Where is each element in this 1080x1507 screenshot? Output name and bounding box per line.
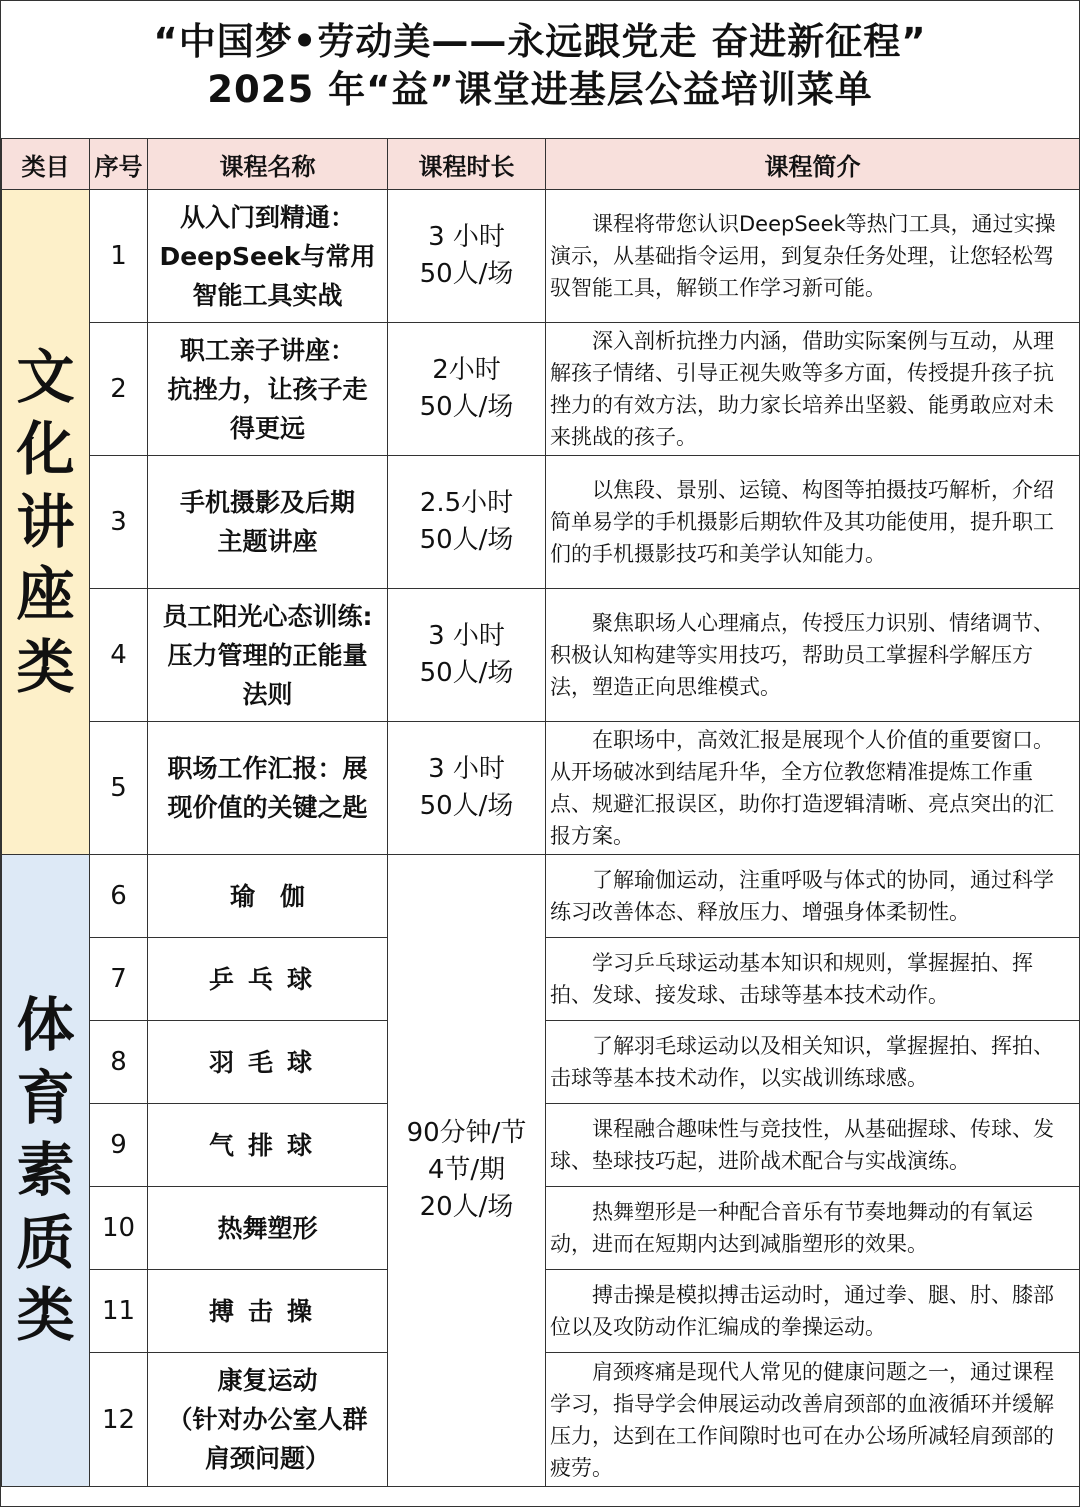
course-intro: 在职场中，高效汇报是展现个人价值的重要窗口。从开场破冰到结尾升华，全方位教您精准提炼工作重点、规避汇报误区，助你打造逻辑清晰、亮点突出的汇报方案。 — [546, 722, 1080, 855]
header-name: 课程名称 — [148, 139, 388, 190]
course-name: 搏击操 — [148, 1270, 388, 1353]
course-intro: 以焦段、景别、运镜、构图等拍摄技巧解析，介绍简单易学的手机摄影后期软件及其功能使用，提升职工们的手机摄影技巧和美学认知能力。 — [546, 456, 1080, 589]
course-table — [1, 138, 1080, 1487]
course-duration: 3 小时 50人/场 — [388, 722, 546, 855]
course-intro: 肩颈疼痛是现代人常见的健康问题之一，通过课程学习，指导学会伸展运动改善肩颈部的血液循环并缓解压力，达到在工作间隙时也可在办公场所减轻肩颈部的疲劳。 — [546, 1353, 1080, 1487]
header-row — [2, 139, 1080, 190]
course-intro: 了解瑜伽运动，注重呼吸与体式的协同，通过科学练习改善体态、释放压力、增强身体柔韧性。 — [546, 855, 1080, 938]
row-number: 11 — [90, 1270, 148, 1353]
course-duration: 2小时 50人/场 — [388, 323, 546, 456]
course-name: 羽毛球 — [148, 1021, 388, 1104]
course-name: 职场工作汇报：展 现价值的关键之匙 — [148, 722, 388, 855]
category-sport: 体 育 素 质 类 — [2, 855, 90, 1487]
table-row — [2, 190, 1080, 323]
sport-duration: 90分钟/节 4节/期 20人/场 — [388, 855, 546, 1487]
course-duration: 3 小时 50人/场 — [388, 589, 546, 722]
course-intro: 学习乒乓球运动基本知识和规则，掌握握拍、挥拍、发球、接发球、击球等基本技术动作。 — [546, 938, 1080, 1021]
row-number: 1 — [90, 190, 148, 323]
table-row — [2, 323, 1080, 456]
table-row — [2, 589, 1080, 722]
category-culture: 文 化 讲 座 类 — [2, 190, 90, 855]
course-duration: 2.5小时 50人/场 — [388, 456, 546, 589]
header-category: 类目 — [2, 139, 90, 190]
title-block — [1, 1, 1079, 138]
row-number: 4 — [90, 589, 148, 722]
course-intro: 了解羽毛球运动以及相关知识，掌握握拍、挥拍、击球等基本技术动作，以实战训练球感。 — [546, 1021, 1080, 1104]
table-row — [2, 722, 1080, 855]
course-intro: 深入剖析抗挫力内涵，借助实际案例与互动，从理解孩子情绪、引导正视失败等多方面，传授提升孩子抗挫力的有效方法，助力家长培养出坚毅、能勇敢应对未来挑战的孩子。 — [546, 323, 1080, 456]
course-intro: 课程将带您认识DeepSeek等热门工具，通过实操演示，从基础指令运用，到复杂任务处理，让您轻松驾驭智能工具，解锁工作学习新可能。 — [546, 190, 1080, 323]
header-duration: 课程时长 — [388, 139, 546, 190]
title-line-1: “中国梦•劳动美——永远跟党走 奋进新征程” — [153, 20, 927, 63]
row-number: 5 — [90, 722, 148, 855]
course-name: 康复运动 （针对办公室人群 肩颈问题） — [148, 1353, 388, 1487]
table-row — [2, 855, 1080, 938]
row-number: 9 — [90, 1104, 148, 1187]
header-number: 序号 — [90, 139, 148, 190]
course-name: 热舞塑形 — [148, 1187, 388, 1270]
row-number: 12 — [90, 1353, 148, 1487]
row-number: 7 — [90, 938, 148, 1021]
row-number: 8 — [90, 1021, 148, 1104]
table-row — [2, 456, 1080, 589]
course-name: 员工阳光心态训练: 压力管理的正能量 法则 — [148, 589, 388, 722]
course-name: 乒乓球 — [148, 938, 388, 1021]
row-number: 3 — [90, 456, 148, 589]
title-line-2: 2025 年“益”课堂进基层公益培训菜单 — [207, 68, 873, 111]
course-intro: 聚焦职场人心理痛点，传授压力识别、情绪调节、积极认知构建等实用技巧，帮助员工掌握科学解压方法，塑造正向思维模式。 — [546, 589, 1080, 722]
course-name: 职工亲子讲座： 抗挫力，让孩子走 得更远 — [148, 323, 388, 456]
course-name: 从入门到精通： DeepSeek与常用 智能工具实战 — [148, 190, 388, 323]
course-intro: 热舞塑形是一种配合音乐有节奏地舞动的有氧运动，进而在短期内达到减脂塑形的效果。 — [546, 1187, 1080, 1270]
course-name: 气排球 — [148, 1104, 388, 1187]
course-duration: 3 小时 50人/场 — [388, 190, 546, 323]
row-number: 2 — [90, 323, 148, 456]
row-number: 10 — [90, 1187, 148, 1270]
course-intro: 课程融合趣味性与竞技性，从基础握球、传球、发球、垫球技巧起，进阶战术配合与实战演练。 — [546, 1104, 1080, 1187]
course-name: 瑜 伽 — [148, 855, 388, 938]
header-intro: 课程简介 — [546, 139, 1080, 190]
course-name: 手机摄影及后期 主题讲座 — [148, 456, 388, 589]
row-number: 6 — [90, 855, 148, 938]
course-intro: 搏击操是模拟搏击运动时，通过拳、腿、肘、膝部位以及攻防动作汇编成的拳操运动。 — [546, 1270, 1080, 1353]
